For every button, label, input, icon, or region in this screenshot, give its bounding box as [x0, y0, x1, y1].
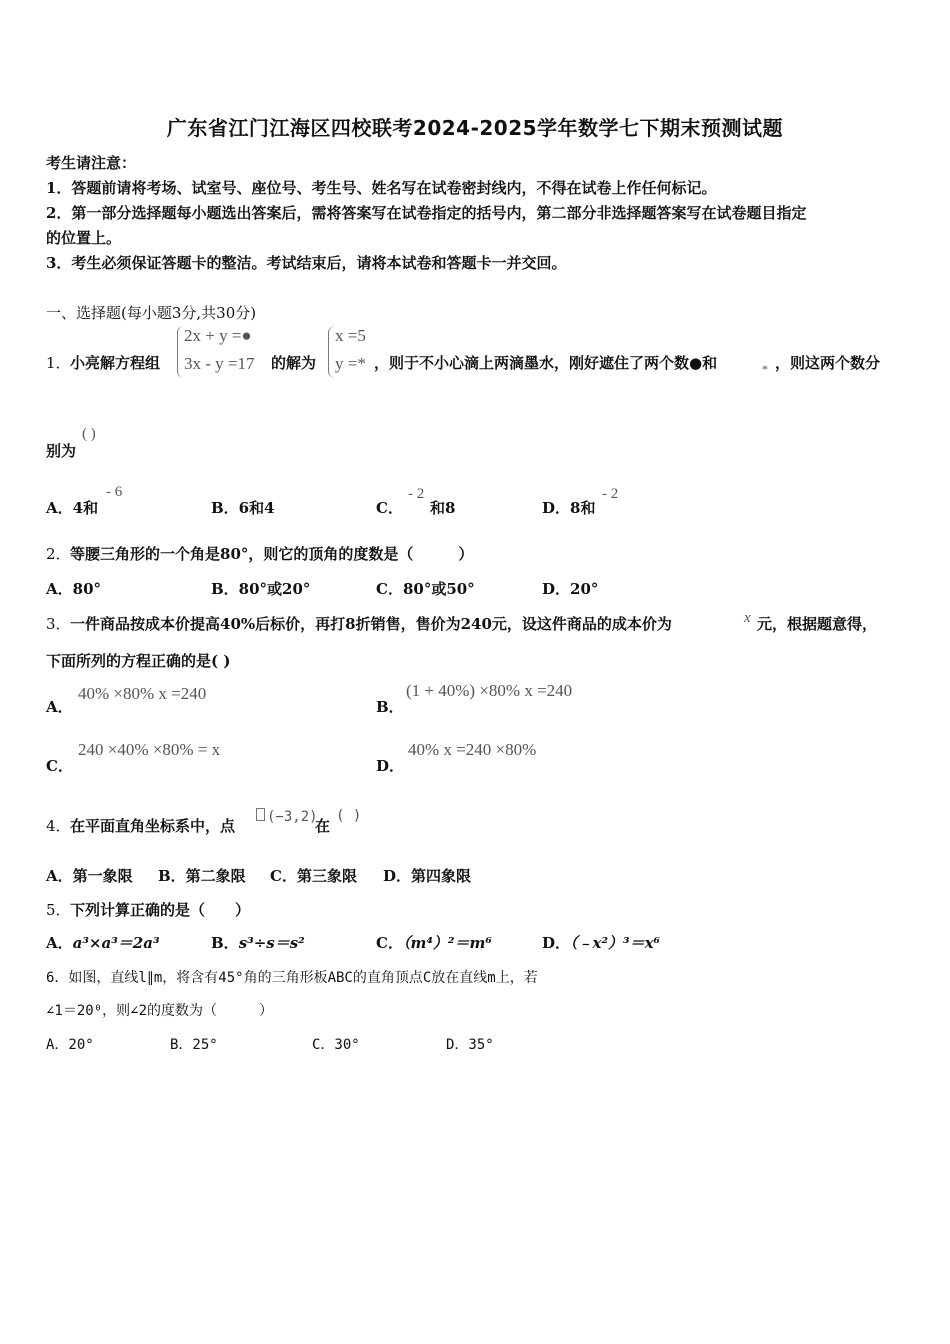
- q3-option-a: A．: [46, 698, 73, 716]
- q4-answer-paren: ( ): [336, 808, 362, 824]
- q4-option-a: A．第一象限: [46, 867, 133, 885]
- q5-option-a-expr: a³×a³＝2a³: [72, 934, 160, 952]
- q6-option-a: A．20°: [46, 1037, 94, 1053]
- q4-number: 4．: [46, 817, 71, 835]
- q3-text-b: 元，根据题意得，: [757, 615, 878, 633]
- q1-solution-brace: [328, 326, 335, 378]
- q1-option-b: B．6和4: [211, 499, 275, 517]
- q5-option-a: [46, 932, 160, 953]
- q1-text-b: 的解为: [271, 354, 317, 372]
- q4-point: [256, 808, 318, 825]
- q5-option-c: [376, 932, 492, 953]
- q6-text-line-1: 6．如图，直线l∥m，将含有45°角的三角形板ABC的直角顶点C放在直线m上，若: [46, 970, 538, 986]
- point-placeholder-icon: [256, 808, 265, 821]
- notice-item-1: 1．答题前请将考场、试室号、座位号、考生号、姓名写在试卷密封线内，不得在试卷上作任何标记。: [46, 179, 717, 197]
- q5-option-d: [542, 932, 660, 953]
- q6-option-c: C．30°: [312, 1037, 360, 1053]
- q3-option-d: D．: [376, 757, 405, 775]
- q3-text-a: 一件商品按成本价提高40%后标价，再打8折销售，售价为240元，设这件商品的成本价为: [70, 615, 672, 633]
- q2-option-a: A．80°: [46, 580, 102, 598]
- q5-option-c-expr: （m⁴）²＝m⁶: [402, 934, 492, 952]
- notice-item-2-cont: 的位置上。: [46, 229, 122, 247]
- q6-option-d: D．35°: [446, 1037, 494, 1053]
- q2-number: 2．: [46, 545, 71, 563]
- q1-number: 1．: [46, 354, 71, 372]
- q1-equation-2: 3x - y =17: [184, 354, 255, 373]
- q1-text-c: ，则于不小心滴上两滴墨水，刚好遮住了两个数●和: [374, 354, 718, 372]
- q3-option-c: C．: [46, 757, 73, 775]
- q3-number: 3．: [46, 615, 71, 633]
- q3-option-d-math: 40% x =240 ×80%: [408, 740, 537, 759]
- q5-option-b: [211, 932, 305, 953]
- q1-solution-1: x =5: [335, 326, 366, 345]
- q1-star-symbol: *: [762, 362, 768, 376]
- q4-option-d: D．第四象限: [383, 867, 472, 885]
- q1-option-a: A．4和: [46, 499, 99, 517]
- q1-option-d: D．8和: [542, 499, 596, 517]
- page-title: 广东省江门江海区四校联考2024-2025学年数学七下期末预测试题: [166, 116, 784, 140]
- q1-option-c-after: 和8: [430, 499, 456, 517]
- q3-variable: x: [744, 610, 751, 626]
- q2-text: 等腰三角形的一个角是80°，则它的顶角的度数是（ ）: [70, 545, 474, 563]
- q1-text-a: 小亮解方程组: [70, 354, 161, 372]
- q3-option-c-math: 240 ×40% ×80% = x: [78, 740, 221, 759]
- q1-system-brace: [177, 326, 184, 378]
- notice-item-2: 2．第一部分选择题每小题选出答案后，需将答案写在试卷指定的括号内，第二部分非选择题答案写在试卷题目指定: [46, 204, 807, 222]
- q1-text-e: 别为: [46, 442, 77, 460]
- q1-answer-paren: ( ): [82, 426, 96, 442]
- q2-option-b: B．80°或20°: [211, 580, 311, 598]
- q2-option-d: D．20°: [542, 580, 599, 598]
- q1-option-c: C．: [376, 499, 403, 517]
- q1-text-d: ，则这两个数分: [775, 354, 881, 372]
- q1-equation-1: 2x + y =●: [184, 326, 252, 345]
- q3-option-b: B．: [376, 698, 404, 716]
- q4-option-c: C．第三象限: [270, 867, 357, 885]
- notice-heading: 考生请注意：: [46, 154, 137, 172]
- q3-text-c: 下面所列的方程正确的是( ): [46, 652, 231, 670]
- q5-option-b-expr: s³÷s＝s²: [238, 934, 305, 952]
- q5-option-c-label: C．: [376, 934, 403, 952]
- q4-point-coords: (−3,2): [267, 809, 318, 825]
- q6-text-line-2: ∠1＝20⁰，则∠2的度数为（ ）: [46, 1003, 274, 1019]
- q5-option-d-expr: （﹣x²）³＝x⁶: [570, 934, 661, 952]
- q1-solution-2: y =*: [335, 354, 366, 373]
- q3-option-b-math: (1 + 40%) ×80% x =240: [406, 681, 573, 700]
- q5-option-b-label: B．: [211, 934, 239, 952]
- q1-option-a-math: - 6: [106, 484, 123, 500]
- q5-number: 5．: [46, 901, 71, 919]
- q1-option-c-math: - 2: [408, 486, 425, 502]
- q3-option-a-math: 40% ×80% x =240: [78, 684, 207, 703]
- section-heading: 一、选择题(每小题3分,共30分): [46, 304, 257, 322]
- q4-text-a: 在平面直角坐标系中，点: [70, 817, 236, 835]
- q5-option-d-label: D．: [542, 934, 571, 952]
- q6-option-b: B．25°: [170, 1037, 218, 1053]
- q1-option-d-math: - 2: [602, 486, 619, 502]
- q5-text: 下列计算正确的是（ ）: [70, 901, 251, 919]
- q5-option-a-label: A．: [46, 934, 73, 952]
- q2-option-c: C．80°或50°: [376, 580, 475, 598]
- q4-option-b: B．第二象限: [158, 867, 246, 885]
- q4-text-b: 在: [315, 817, 331, 835]
- notice-item-3: 3．考生必须保证答题卡的整洁。考试结束后，请将本试卷和答题卡一并交回。: [46, 254, 567, 272]
